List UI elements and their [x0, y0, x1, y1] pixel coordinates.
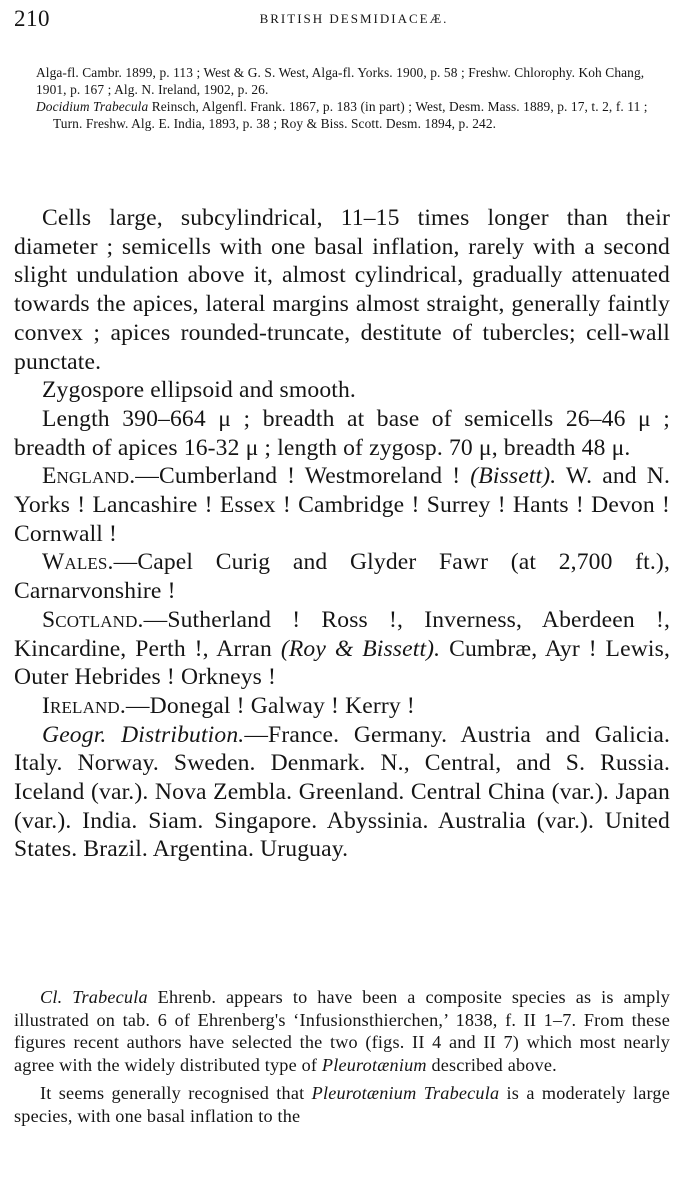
region-label: Geogr. Distribution. [42, 721, 245, 748]
locality-list: —Capel Curig and Glyder Fawr (at 2,700 ft.), Carnarvonshire ! [14, 549, 670, 605]
synonym-name: Docidium Trabecula [36, 99, 149, 114]
locality-list: Cumbræ, Ayr ! Lewis, Outer Hebrides ! Orkneys ! [14, 635, 671, 691]
wales-distribution [14, 548, 670, 605]
note-text: described above. [426, 1054, 557, 1075]
note-text: It seems generally recognised that [40, 1083, 312, 1104]
locality-list: —Cumberland ! Westmoreland ! [135, 463, 471, 490]
running-header [14, 6, 670, 34]
locality-list: W. and N. Yorks ! Lancashire ! Essex ! Cambridge ! Surrey ! Hants ! Devon ! Cornwall ! [14, 463, 670, 547]
running-title: BRITISH DESMIDIACEÆ. [259, 11, 449, 26]
collector-name: (Roy & Bissett). [280, 635, 441, 662]
species-description [14, 204, 670, 864]
locality-list: —Sutherland ! Ross !, Inverness, Aberdeen !, Kincardine, Perth !, Arran [14, 606, 670, 662]
taxon-name: Pleurotænium Trabecula [311, 1083, 500, 1104]
zygospore-description: Zygospore ellipsoid and smooth. [42, 377, 356, 404]
taxonomic-notes [14, 986, 670, 1134]
geographical-distribution [14, 721, 670, 865]
collector-name: (Bissett). [470, 463, 557, 490]
note-text: is a moderately large species, with one basal inflation to the [14, 1083, 670, 1126]
reference-text: Reinsch, Algenfl. Frank. 1867, p. 183 (in part) ; West, Desm. Mass. 1889, p. 17, t. 2, f. 11 ; Turn. Freshw. Alg. E. India, 1893, p. 38 ; Roy & Biss. Scott. Desm. 1894, p. 242. [53, 99, 648, 131]
scotland-distribution [14, 606, 670, 692]
locality-list: —Donegal ! Galway ! Kerry ! [125, 692, 415, 719]
reference-entry [36, 98, 670, 132]
dimensions: Length 390–664 μ ; breadth at base of semicells 26–46 μ ; breadth of apices 16-32 μ ; length of zygosp. 70 μ, breadth 48 μ. [14, 405, 670, 461]
synonymy-references [36, 64, 670, 132]
ireland-distribution [14, 692, 670, 721]
region-label: Scotland. [42, 606, 144, 633]
england-distribution [14, 462, 670, 548]
locality-list: —France. Germany. Austria and Galicia. Italy. Norway. Sweden. Denmark. N., Central, and S. Russia. Iceland (var.). Nova Zembla. Greenland. Central China (var.). Japan (var.). India. Siam. Singapore. Abyssinia. Australia (var.). United States. Brazil. Argentina. Uruguay. [14, 721, 670, 863]
page-number: 210 [14, 6, 50, 31]
region-label: England. [42, 463, 136, 490]
reference-entry: Alga-fl. Cambr. 1899, p. 113 ; West & G. S. West, Alga-fl. Yorks. 1900, p. 58 ; Freshw. Chlorophy. Koh Chang, 1901, p. 167 ; Alg. N. Ireland, 1902, p. 26. [36, 65, 645, 97]
cell-description: Cells large, subcylindrical, 11–15 times longer than their diameter ; semicells with one basal inflation, rarely with a second slight undulation above it, almost cylindrical, gradually attenuated towards the apices, lateral margins almost straight, generally faintly convex ; apices rounded-truncate, destitute of tubercles; cell-wall punctate. [14, 205, 670, 375]
note-paragraph [14, 986, 670, 1076]
region-label: Ireland. [42, 692, 126, 719]
taxon-name: Pleurotænium [321, 1054, 427, 1075]
taxon-name: Cl. Trabecula [40, 987, 148, 1007]
note-text: Ehrenb. appears to have been a composite species as is amply illustrated on tab. 6 of Ehrenberg's ‘Infusionsthierchen,’ 1838, f. II 1–7. From these figures recent authors have selected the two (figs. II 4 and II 7) which most nearly agree with the widely distributed type of [14, 987, 670, 1075]
note-paragraph [14, 1082, 670, 1127]
region-label: Wales. [42, 549, 114, 576]
